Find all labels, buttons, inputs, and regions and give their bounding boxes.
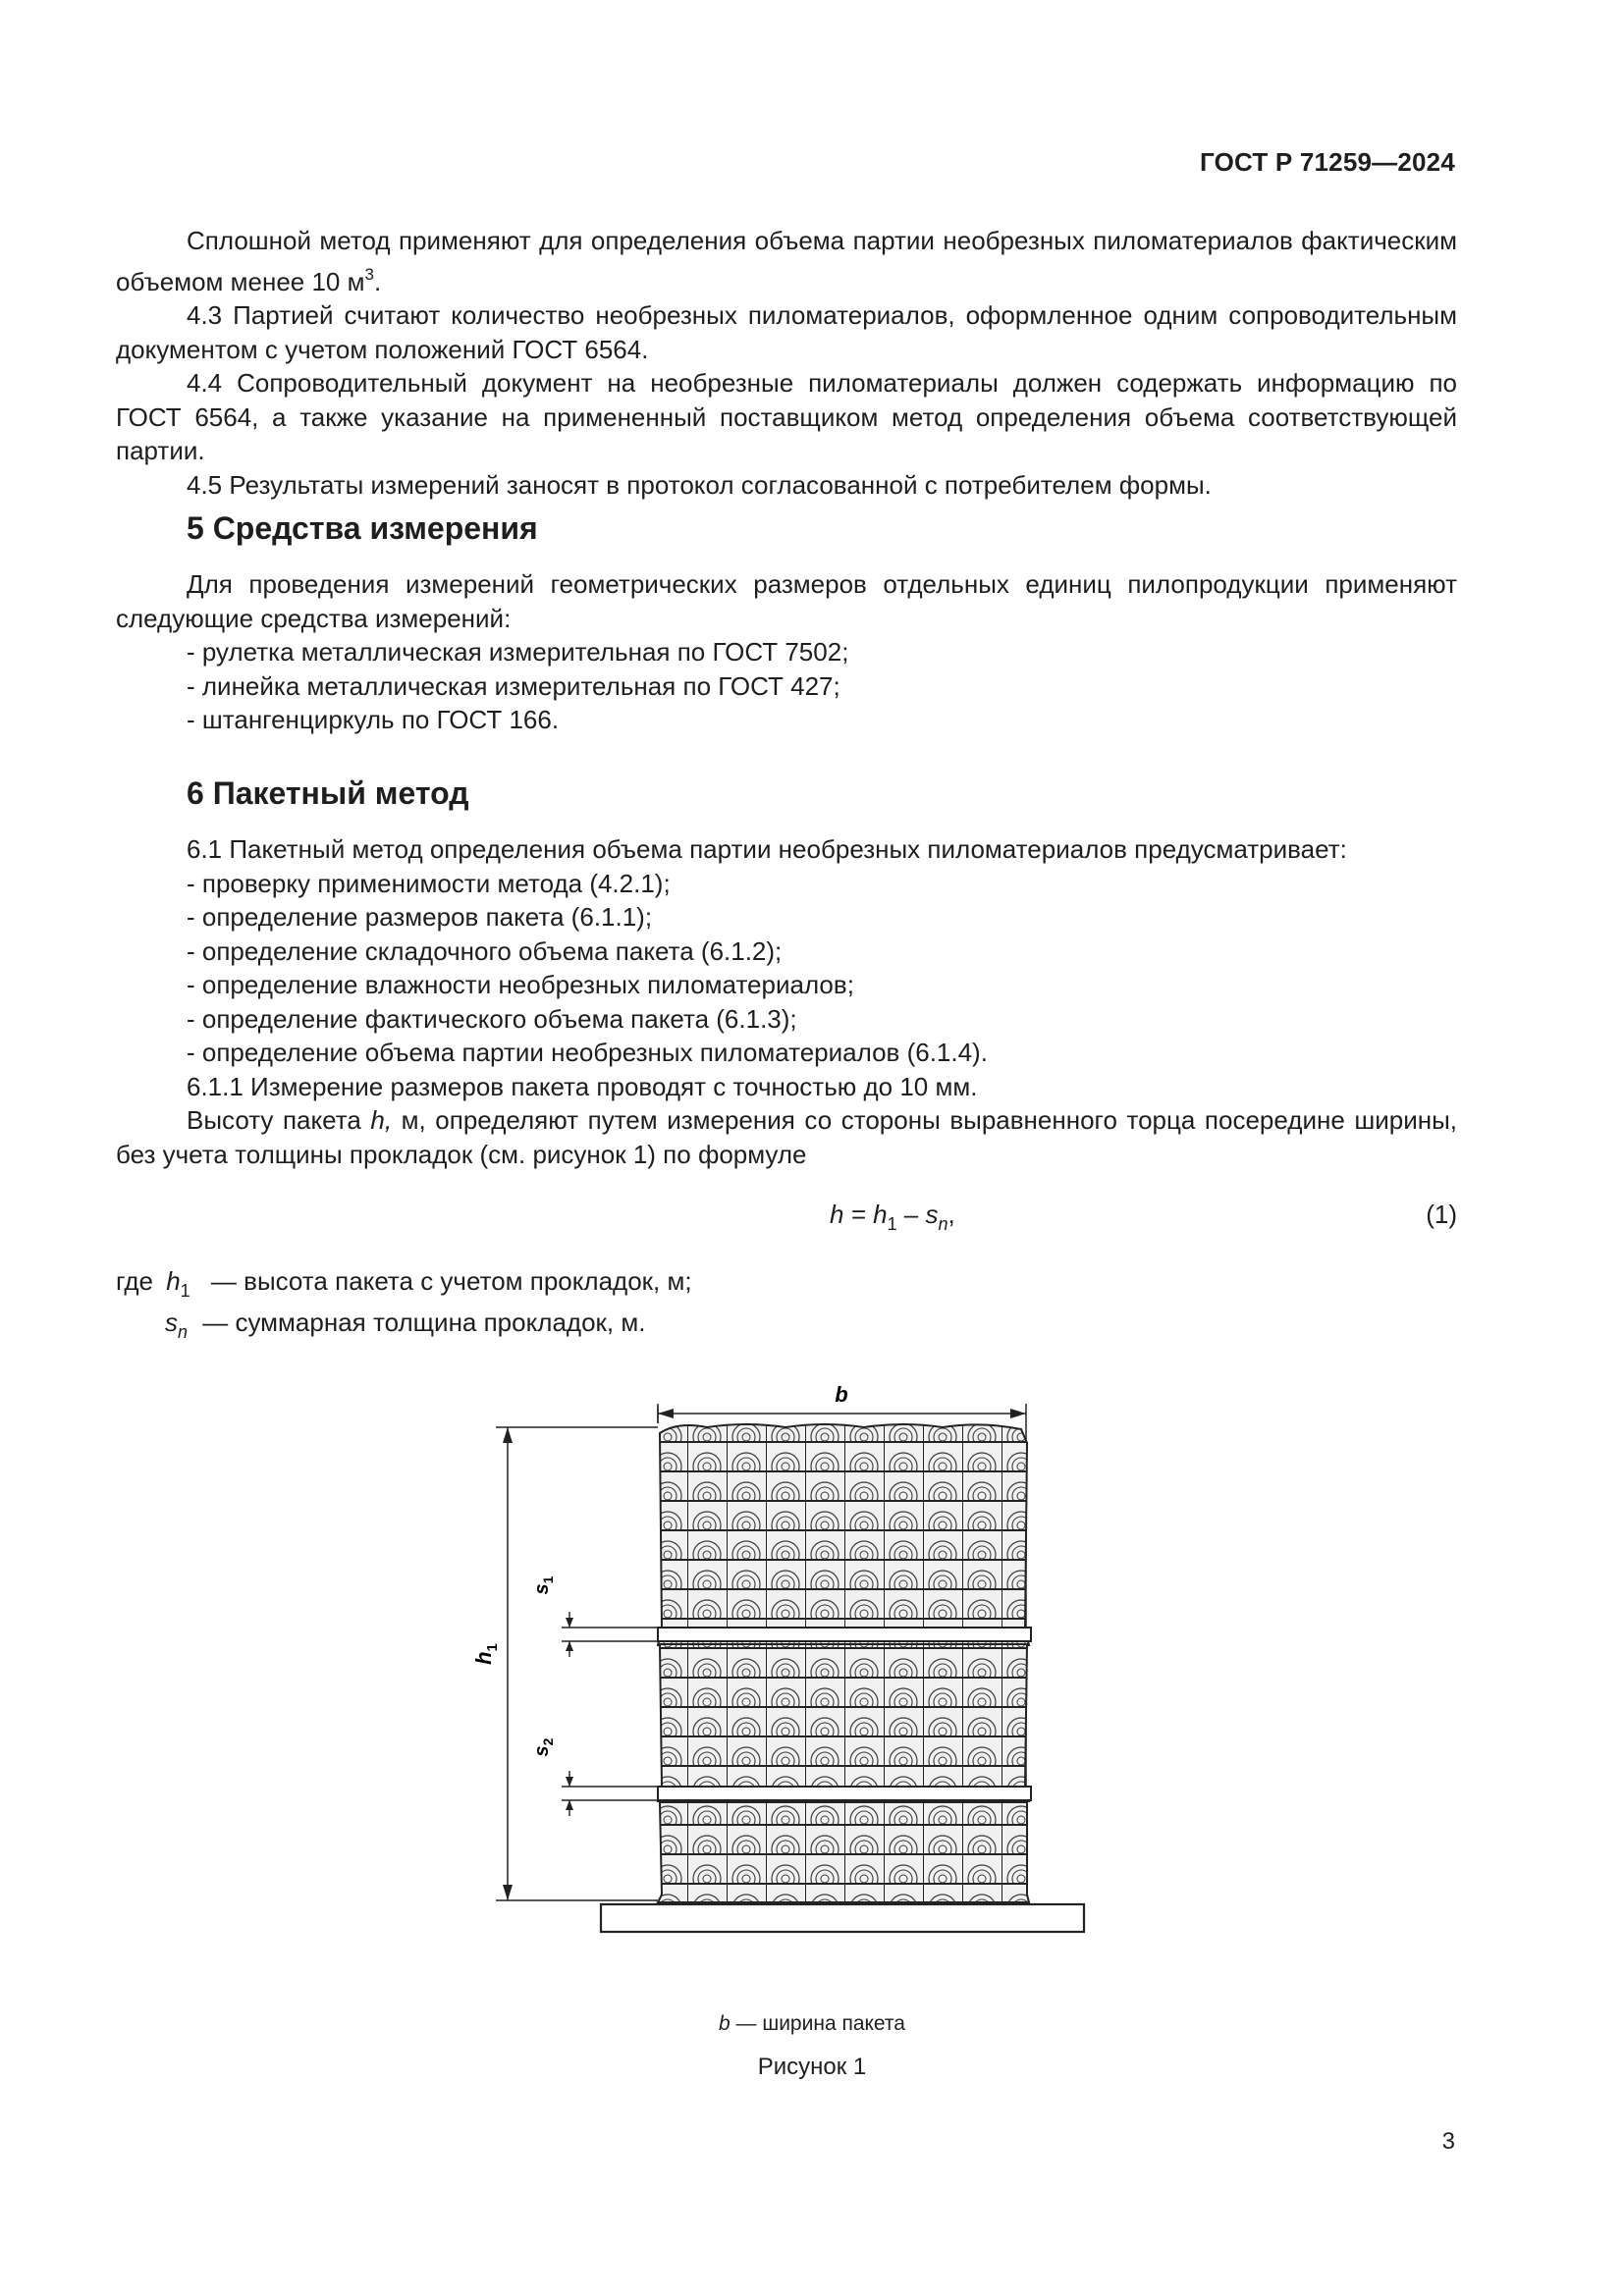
dimension-h1 (471, 1427, 658, 1900)
paragraph-4-3: 4.3 Партией считают количество необрезных пиломатериалов, оформленное одним сопроводительным документом с учетом положений ГОСТ 6564. (116, 300, 1457, 364)
section-5-text (116, 567, 1457, 737)
formula-1 (116, 1200, 1457, 1235)
list-item: - линейка металлическая измерительная по ГОСТ 427; (187, 670, 840, 701)
list-item: - штангенциркуль по ГОСТ 166. (187, 705, 560, 734)
list-item: - определение складочного объема пакета (6.1.2); (187, 935, 783, 966)
list-item: - определение размеров пакета (6.1.1); (187, 902, 653, 932)
label-h1: $h_1$ (471, 1643, 501, 1665)
section-6-text (116, 832, 1457, 1171)
list-item: - определение влажности необрезных пиломатериалов; (187, 970, 854, 999)
section-6-heading: 6 Пакетный метод (187, 775, 469, 811)
board-stack (601, 1424, 1084, 1932)
where-line-1: где $h_1$ — высота пакета с учетом прокладок, м; (116, 1266, 692, 1301)
paragraph-continuous-method: Сплошной метод применяют для определения объема партии необрезных пиломатериалов фактическим объемом менее 10 $м^3$. (116, 226, 1457, 296)
formula-expression: $h = h_1 - s_n$, (830, 1200, 955, 1234)
label-s1: $s_1$ (531, 1575, 556, 1595)
label-b: b (835, 1384, 848, 1407)
document-header: ГОСТ Р 71259—2024 (1200, 147, 1455, 177)
figure-legend: b — ширина пакета (719, 2012, 905, 2035)
dimension-s1 (531, 1575, 658, 1657)
list-item: - проверку применимости метода (4.2.1); (187, 868, 671, 898)
formula-number: (1) (1426, 1200, 1457, 1229)
page-number: 3 (1441, 2128, 1455, 2155)
section-5-heading: 5 Средства измерения (187, 510, 538, 546)
list-item: - рулетка металлическая измерительная по ГОСТ 7502; (187, 637, 849, 667)
section-4-text (116, 224, 1457, 502)
where-line-2: $s_n$ — суммарная толщина прокладок, м. (165, 1308, 646, 1342)
list-item: - определение объема партии необрезных пиломатериалов (6.1.4). (187, 1038, 988, 1067)
label-s2: $s_2$ (531, 1737, 556, 1757)
paragraph-4-5: 4.5 Результаты измерений заносят в протокол согласованной с потребителем формы. (187, 469, 1212, 500)
paragraph-package-height: Высоту пакета h, м, определяют путем измерения со стороны выравненного торца посередине ширины, без учета толщины прокладок (см. рисунок 1) по формуле (116, 1105, 1457, 1169)
paragraph-4-4: 4.4 Сопроводительный документ на необрезные пиломатериалы должен содержать информацию по ГОСТ 6564, а также указание на примененный поставщиком метод определения объема соответствующей партии. (116, 368, 1457, 465)
figure-package-diagram (452, 1384, 1119, 1993)
figure-title: Рисунок 1 (757, 2054, 867, 2080)
list-item: - определение фактического объема пакета (6.1.3); (187, 1003, 797, 1034)
dimension-s2 (531, 1737, 658, 1816)
paragraph-5-intro: Для проведения измерений геометрических размеров отдельных единиц пилопродукции применяют следующие средства измерений: (116, 569, 1457, 633)
paragraph-6-1-1: 6.1.1 Измерение размеров пакета проводят с точностью до 10 мм. (187, 1071, 978, 1101)
paragraph-6-1: 6.1 Пакетный метод определения объема партии необрезных пиломатериалов предусматривает: (187, 834, 1347, 864)
